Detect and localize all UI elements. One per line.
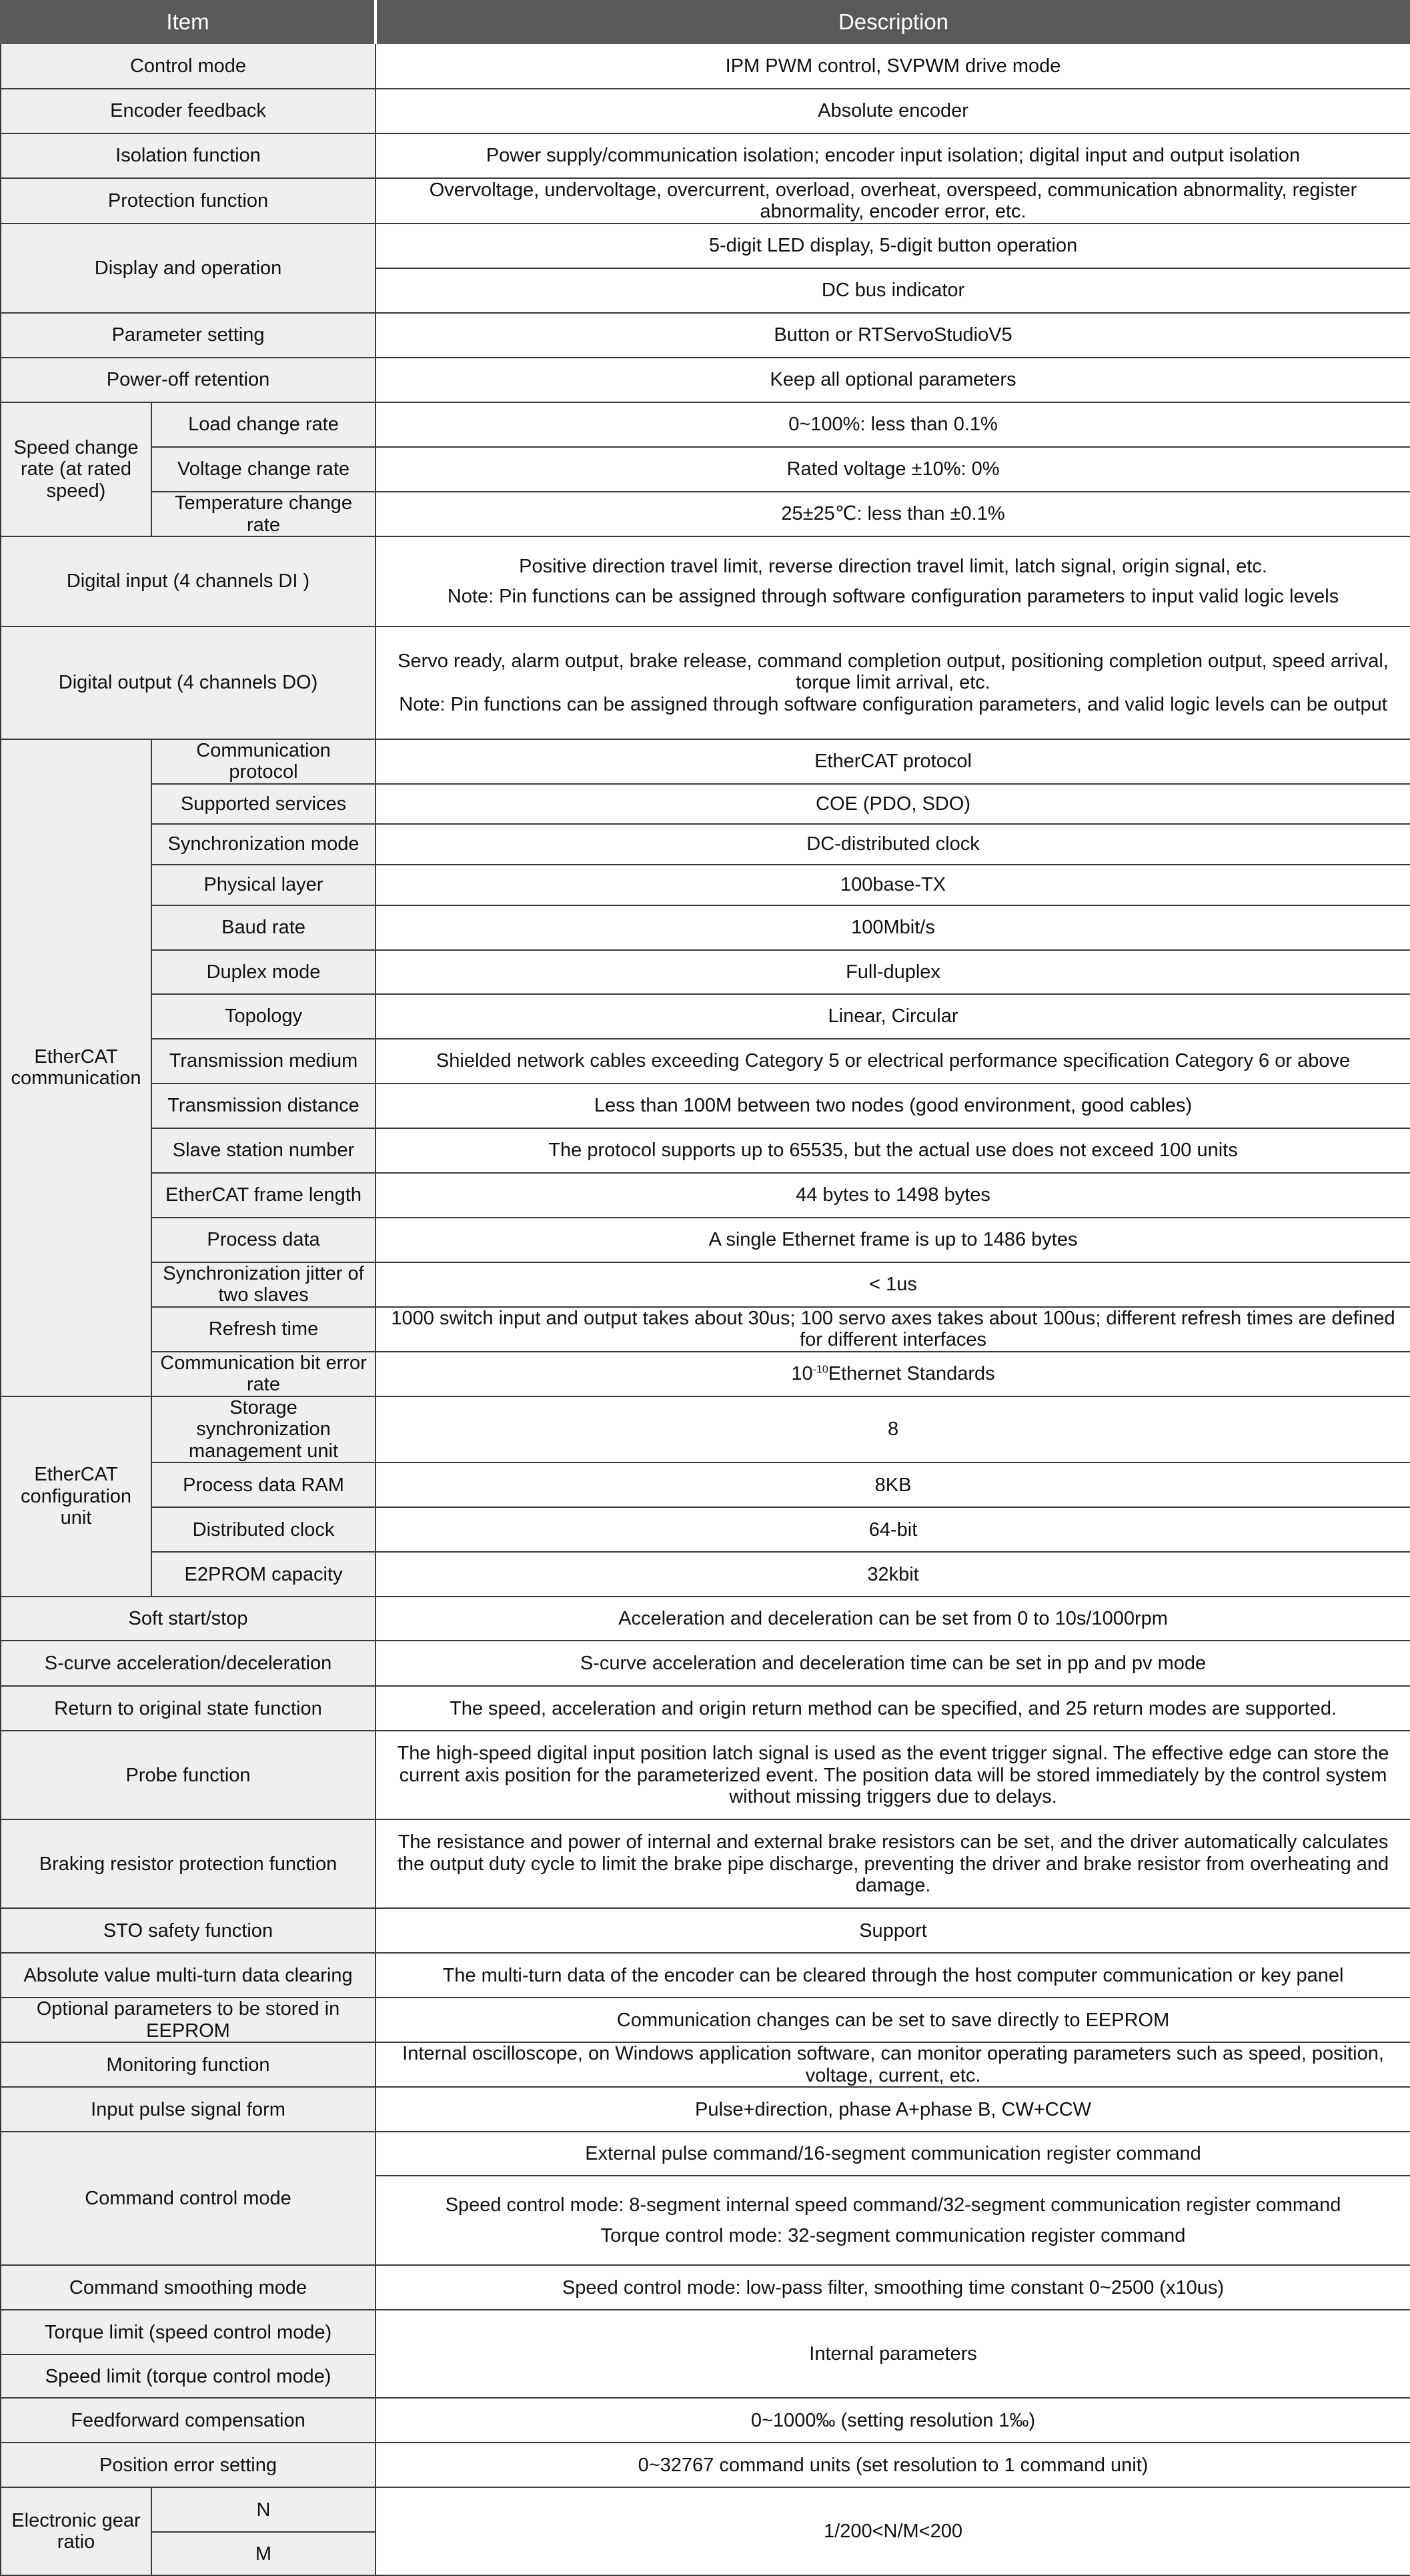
table-row bbox=[1, 1908, 1410, 1953]
row-label: Communication bit error rate bbox=[151, 1352, 376, 1396]
table-row bbox=[1, 2087, 1410, 2132]
row-value: 1/200<N/M<200 bbox=[376, 2487, 1410, 2575]
row-label: Absolute value multi-turn data clearing bbox=[1, 1953, 376, 1998]
table-row bbox=[1, 626, 1410, 739]
row-label: Communication protocol bbox=[151, 739, 376, 784]
row-label: Command smoothing mode bbox=[1, 2265, 376, 2310]
row-value: Linear, Circular bbox=[376, 994, 1410, 1039]
table-row bbox=[1, 1352, 1410, 1396]
row-label: Load change rate bbox=[151, 402, 376, 447]
table-row bbox=[1, 994, 1410, 1039]
table-row bbox=[1, 2042, 1410, 2087]
row-label: Temperature change rate bbox=[151, 492, 376, 536]
row-note: Note: Pin functions can be assigned through software configuration parameters to input valid logic levels bbox=[447, 585, 1339, 607]
row-label: Refresh time bbox=[151, 1307, 376, 1352]
row-label: Digital input (4 channels DI ) bbox=[1, 536, 376, 626]
table-row bbox=[1, 313, 1410, 358]
row-label: Baud rate bbox=[151, 905, 376, 950]
table-row bbox=[1, 2443, 1410, 2487]
row-value: 8KB bbox=[376, 1462, 1410, 1507]
table-row bbox=[1, 1462, 1410, 1507]
row-value: A single Ethernet frame is up to 1486 bytes bbox=[376, 1218, 1410, 1262]
row-value-cell bbox=[376, 536, 1410, 626]
row-label: Probe function bbox=[1, 1731, 376, 1819]
row-value: Rated voltage ±10%: 0% bbox=[376, 447, 1410, 492]
table-row bbox=[1, 784, 1410, 824]
table-row bbox=[1, 905, 1410, 950]
table-row bbox=[1, 1998, 1410, 2042]
table-row bbox=[1, 739, 1410, 784]
table-row bbox=[1, 1039, 1410, 1084]
row-label: Speed limit (torque control mode) bbox=[1, 2354, 376, 2398]
row-value: Absolute encoder bbox=[376, 89, 1410, 133]
row-label: EtherCAT frame length bbox=[151, 1173, 376, 1218]
table-header-row bbox=[1, 1, 1410, 43]
table-row bbox=[1, 1731, 1410, 1819]
row-value: The high-speed digital input position latch signal is used as the event trigger signal. The effective edge can store the current axis position for the parameterized event. The position data will be stored immediately by the control system without missing triggers due to delays. bbox=[376, 1731, 1410, 1819]
row-label: Position error setting bbox=[1, 2443, 376, 2487]
row-value: < 1us bbox=[376, 1262, 1410, 1307]
table-row bbox=[1, 2310, 1410, 2354]
row-label: Input pulse signal form bbox=[1, 2087, 376, 2132]
row-value: The multi-turn data of the encoder can be cleared through the host computer communication or key panel bbox=[376, 1953, 1410, 1998]
row-value: 5-digit LED display, 5-digit button operation bbox=[376, 224, 1410, 268]
row-label: Digital output (4 channels DO) bbox=[1, 626, 376, 739]
row-label: Return to original state function bbox=[1, 1686, 376, 1731]
row-value: 64-bit bbox=[376, 1507, 1410, 1552]
row-value: Shielded network cables exceeding Category 5 or electrical performance specification Category 6 or above bbox=[376, 1039, 1410, 1084]
table-row bbox=[1, 1396, 1410, 1462]
row-value: Button or RTServoStudioV5 bbox=[376, 313, 1410, 358]
row-value: Servo ready, alarm output, brake release, command completion output, positioning completion output, speed arrival, torque limit arrival, etc. bbox=[398, 650, 1389, 694]
row-label: Soft start/stop bbox=[1, 1597, 376, 1641]
table-row bbox=[1, 402, 1410, 447]
row-label: M bbox=[151, 2532, 376, 2575]
row-value: Full-duplex bbox=[376, 950, 1410, 994]
row-value-cell bbox=[376, 1352, 1410, 1396]
table-row bbox=[1, 2265, 1410, 2310]
row-label: Protection function bbox=[1, 178, 376, 224]
table-row bbox=[1, 224, 1410, 268]
table-row bbox=[1, 89, 1410, 133]
row-value: Torque control mode: 32-segment communication register command bbox=[600, 2225, 1186, 2247]
table-row bbox=[1, 1597, 1410, 1641]
row-value: 0~1000‰ (setting resolution 1‰) bbox=[376, 2398, 1410, 2443]
table-row bbox=[1, 1953, 1410, 1998]
row-label: Process data bbox=[151, 1218, 376, 1262]
row-value: IPM PWM control, SVPWM drive mode bbox=[376, 43, 1410, 89]
row-value: 32kbit bbox=[376, 1552, 1410, 1597]
table-row bbox=[1, 824, 1410, 865]
row-label: Power-off retention bbox=[1, 358, 376, 402]
row-label: Isolation function bbox=[1, 133, 376, 178]
row-value: 8 bbox=[376, 1396, 1410, 1462]
row-value: Overvoltage, undervoltage, overcurrent, overload, overheat, overspeed, communication abnormality, register abnormality, encoder error, etc. bbox=[376, 178, 1410, 224]
row-label: E2PROM capacity bbox=[151, 1552, 376, 1597]
table-row bbox=[1, 950, 1410, 994]
table-row bbox=[1, 2398, 1410, 2443]
table-row bbox=[1, 1507, 1410, 1552]
row-label: Transmission medium bbox=[151, 1039, 376, 1084]
table-row bbox=[1, 43, 1410, 89]
row-value: External pulse command/16-segment communication register command bbox=[376, 2132, 1410, 2176]
row-label: Synchronization mode bbox=[151, 824, 376, 865]
row-value: The protocol supports up to 65535, but the actual use does not exceed 100 units bbox=[376, 1128, 1410, 1173]
row-value: Positive direction travel limit, reverse direction travel limit, latch signal, origin signal, etc. bbox=[519, 556, 1267, 578]
ber-base: 10 bbox=[791, 1363, 813, 1385]
row-value-cell bbox=[376, 626, 1410, 739]
row-value: 1000 switch input and output takes about 30us; 100 servo axes takes about 100us; different refresh times are defined for different interfaces bbox=[376, 1307, 1410, 1352]
row-label: Monitoring function bbox=[1, 2042, 376, 2087]
row-value: 100Mbit/s bbox=[376, 905, 1410, 950]
table-row bbox=[1, 1262, 1410, 1307]
ber-exponent: -10 bbox=[812, 1364, 828, 1376]
row-value: 0~32767 command units (set resolution to 1 command unit) bbox=[376, 2443, 1410, 2487]
row-label: STO safety function bbox=[1, 1908, 376, 1953]
table-row bbox=[1, 536, 1410, 626]
row-label: Braking resistor protection function bbox=[1, 1819, 376, 1908]
table-row bbox=[1, 1819, 1410, 1908]
row-label: Synchronization jitter of two slaves bbox=[151, 1262, 376, 1307]
row-value: Acceleration and deceleration can be set from 0 to 10s/1000rpm bbox=[376, 1597, 1410, 1641]
row-label: Topology bbox=[151, 994, 376, 1039]
row-label: Encoder feedback bbox=[1, 89, 376, 133]
row-value: Less than 100M between two nodes (good environment, good cables) bbox=[376, 1084, 1410, 1128]
description-column-header: Description bbox=[376, 1, 1410, 43]
item-column-header: Item bbox=[1, 1, 376, 43]
row-label: Torque limit (speed control mode) bbox=[1, 2310, 376, 2354]
row-label: Process data RAM bbox=[151, 1462, 376, 1507]
row-value: 0~100%: less than 0.1% bbox=[376, 402, 1410, 447]
row-label: Optional parameters to be stored in EEPROM bbox=[1, 1998, 376, 2042]
row-label: Duplex mode bbox=[151, 950, 376, 994]
table-row bbox=[1, 178, 1410, 224]
row-value-cell bbox=[376, 2176, 1410, 2265]
row-label: Feedforward compensation bbox=[1, 2398, 376, 2443]
row-label: S-curve acceleration/deceleration bbox=[1, 1641, 376, 1686]
row-label: Storage synchronization management unit bbox=[151, 1396, 376, 1462]
row-label: Control mode bbox=[1, 43, 376, 89]
group-label: Speed change rate (at rated speed) bbox=[1, 402, 151, 536]
row-value: Pulse+direction, phase A+phase B, CW+CCW bbox=[376, 2087, 1410, 2132]
row-value: EtherCAT protocol bbox=[376, 739, 1410, 784]
table-row bbox=[1, 447, 1410, 492]
row-label: Slave station number bbox=[151, 1128, 376, 1173]
row-value: Support bbox=[376, 1908, 1410, 1953]
row-value: DC-distributed clock bbox=[376, 824, 1410, 865]
table-row bbox=[1, 1686, 1410, 1731]
row-value: The resistance and power of internal and external brake resistors can be set, and the driver automatically calculates the output duty cycle to limit the brake pipe discharge, preventing the driver and brake resistor from overheating and damage. bbox=[376, 1819, 1410, 1908]
table-row bbox=[1, 1307, 1410, 1352]
row-value: 44 bytes to 1498 bytes bbox=[376, 1173, 1410, 1218]
row-value: Internal parameters bbox=[376, 2310, 1410, 2398]
row-label: Physical layer bbox=[151, 865, 376, 905]
group-label: EtherCAT communication bbox=[1, 739, 151, 1396]
ber-suffix: Ethernet Standards bbox=[828, 1363, 995, 1385]
table-row bbox=[1, 2132, 1410, 2176]
table-row bbox=[1, 865, 1410, 905]
row-value: Internal oscilloscope, on Windows application software, can monitor operating parameters such as speed, position, voltage, current, etc. bbox=[376, 2042, 1410, 2087]
table-row bbox=[1, 1218, 1410, 1262]
row-value: DC bus indicator bbox=[376, 268, 1410, 313]
row-label: Command control mode bbox=[1, 2132, 376, 2265]
table-row bbox=[1, 133, 1410, 178]
table-row bbox=[1, 358, 1410, 402]
table-row bbox=[1, 1641, 1410, 1686]
row-label: N bbox=[151, 2487, 376, 2532]
row-label: Display and operation bbox=[1, 224, 376, 313]
row-value: Power supply/communication isolation; encoder input isolation; digital input and output isolation bbox=[376, 133, 1410, 178]
row-label: Distributed clock bbox=[151, 1507, 376, 1552]
table-row bbox=[1, 492, 1410, 536]
table-row bbox=[1, 2487, 1410, 2532]
table-row bbox=[1, 1552, 1410, 1597]
row-value: 25±25℃: less than ±0.1% bbox=[376, 492, 1410, 536]
row-value: Speed control mode: low-pass filter, smoothing time constant 0~2500 (x10us) bbox=[376, 2265, 1410, 2310]
row-label: Supported services bbox=[151, 784, 376, 824]
table-row bbox=[1, 1084, 1410, 1128]
row-value: COE (PDO, SDO) bbox=[376, 784, 1410, 824]
row-note: Note: Pin functions can be assigned through software configuration parameters, and valid logic levels can be output bbox=[399, 693, 1387, 715]
row-value: 100base-TX bbox=[376, 865, 1410, 905]
row-label: Voltage change rate bbox=[151, 447, 376, 492]
table-row bbox=[1, 1128, 1410, 1173]
row-value: The speed, acceleration and origin return method can be specified, and 25 return modes are supported. bbox=[376, 1686, 1410, 1731]
row-value: Keep all optional parameters bbox=[376, 358, 1410, 402]
row-value: Speed control mode: 8-segment internal speed command/32-segment communication register command bbox=[445, 2194, 1341, 2216]
row-value: S-curve acceleration and deceleration time can be set in pp and pv mode bbox=[376, 1641, 1410, 1686]
row-value: Communication changes can be set to save directly to EEPROM bbox=[376, 1998, 1410, 2042]
row-label: Parameter setting bbox=[1, 313, 376, 358]
group-label: Electronic gear ratio bbox=[1, 2487, 151, 2575]
row-label: Transmission distance bbox=[151, 1084, 376, 1128]
group-label: EtherCAT configuration unit bbox=[1, 1396, 151, 1597]
table-row bbox=[1, 1173, 1410, 1218]
